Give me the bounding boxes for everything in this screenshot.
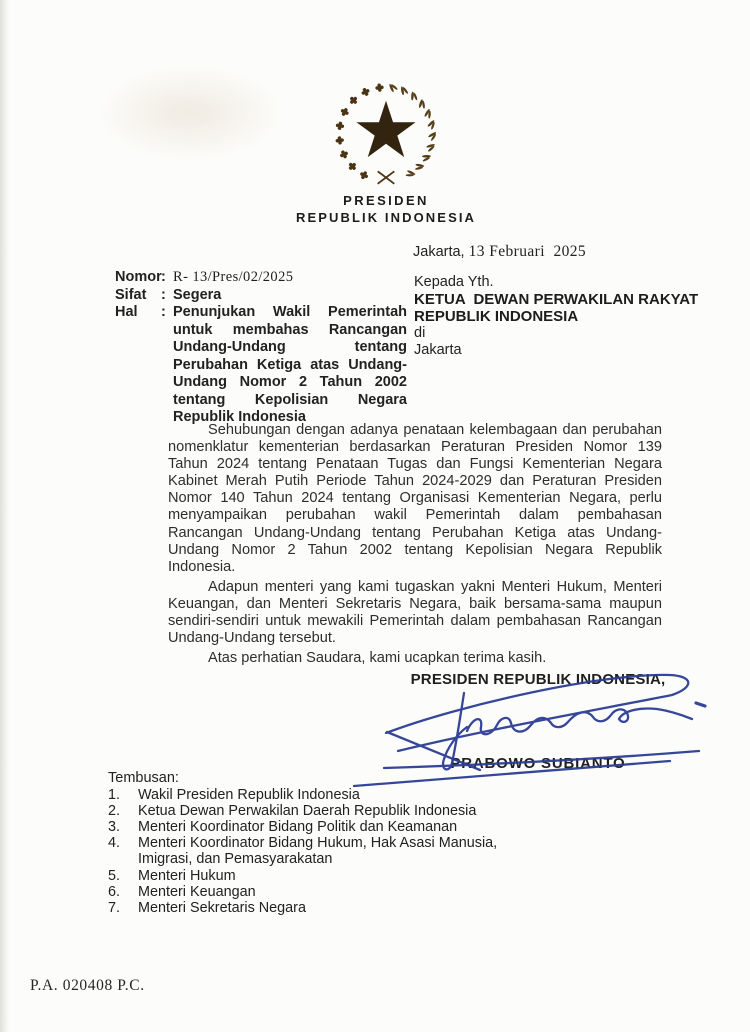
meta-row-sifat — [115, 287, 415, 305]
meta-colon: : — [161, 269, 166, 285]
presidential-star-wreath-icon — [330, 82, 442, 190]
recipient-block — [414, 274, 714, 359]
tembusan-item-text: Ketua Dewan Perwakilan Daerah Republik Indonesia — [138, 802, 477, 819]
body-paragraph-2: Adapun menteri yang kami tugaskan yakni Menteri Hukum, Menteri Keuangan, dan Menteri Sekretaris Negara, baik bersama-sama maupun sendiri-sendiri untuk mewakili Pemerintah dalam pembahasan Rancangan Undang-Undang tersebut. — [168, 578, 662, 647]
date-line — [413, 243, 586, 261]
meta-value-nomor: R- 13/Pres/02/2025 — [173, 269, 294, 285]
tembusan-item-number: 3. — [108, 818, 121, 835]
body-paragraph-1: Sehubungan dengan adanya penataan kelembagaan dan perubahan nomenklatur kementerian berdasarkan Peraturan Presiden Nomor 139 Tahun 2024 tentang Penataan Tugas dan Fungsi Kementerian Negara Kabinet Merah Putih Periode Tahun 2024-2029 dan Peraturan Presiden Nomor 140 Tahun 2024 tentang Organisasi Kementerian Negara, perlu menyampaikan perubahan wakil Pemerintah dalam pembahasan Rancangan Undang-Undang tentang Perubahan Ketiga atas Undang-Undang Nomor 2 Tahun 2002 tentang Kepolisian Negara Republik Indonesia. — [168, 422, 662, 575]
meta-row-nomor — [115, 269, 415, 287]
tembusan-item-number: 5. — [108, 867, 121, 884]
meta-value-sifat: Segera — [173, 286, 222, 303]
tembusan-item — [108, 884, 510, 900]
meta-colon: : — [161, 304, 166, 320]
scan-edge-shadow — [0, 0, 9, 1032]
meta-value-hal: Penunjukan Wakil Pemerintah untuk membahas Rancangan Undang-Undang tentang Perubahan Ketiga atas Undang-Undang Nomor 2 Tahun 2002 tentang Kepolisian Negara Republik Indonesia — [173, 304, 407, 425]
meta-label-hal: Hal — [115, 304, 138, 320]
tembusan-item-text: Wakil Presiden Republik Indonesia — [138, 786, 360, 803]
tembusan-item-text: Menteri Hukum — [138, 867, 236, 884]
date-value: 13 Februari 2025 — [468, 243, 587, 260]
tembusan-item — [108, 819, 510, 835]
letterhead — [268, 82, 504, 225]
meta-label-nomor: Nomor — [115, 269, 162, 285]
letterhead-title-line2: REPUBLIK INDONESIA — [295, 210, 477, 225]
recipient-city: Jakarta — [414, 342, 462, 358]
tembusan-item — [108, 803, 510, 819]
meta-label-sifat: Sifat — [115, 286, 147, 303]
tembusan-item — [108, 787, 510, 803]
letter-meta — [115, 269, 415, 427]
tembusan-item — [108, 868, 510, 884]
tembusan-item — [108, 835, 510, 867]
tembusan-item-text: Menteri Koordinator Bidang Hukum, Hak Asasi Manusia, Imigrasi, dan Pemasyarakatan — [138, 835, 498, 868]
meta-row-hal — [115, 304, 415, 427]
recipient-name-line1: KETUA DEWAN PERWAKILAN RAKYAT — [414, 291, 699, 308]
tembusan-item-text: Menteri Sekretaris Negara — [138, 899, 306, 916]
tembusan-item-text: Menteri Keuangan — [138, 883, 256, 900]
body-paragraph-3: Atas perhatian Saudara, kami ucapkan terima kasih. — [208, 650, 547, 667]
tembusan-heading: Tembusan: — [108, 770, 179, 786]
tembusan-item-number: 6. — [108, 883, 121, 900]
tembusan-item-text: Menteri Koordinator Bidang Politik dan Keamanan — [138, 818, 458, 835]
recipient-salutation: Kepada Yth. — [414, 274, 494, 290]
tembusan-item-number: 1. — [108, 786, 121, 803]
letterhead-title-line1: PRESIDEN — [343, 193, 429, 208]
recipient-name-line2: REPUBLIK INDONESIA — [414, 308, 579, 325]
tembusan-block — [108, 770, 510, 916]
tembusan-item — [108, 900, 510, 916]
recipient-at: di — [414, 325, 426, 341]
signer-name: PRABOWO SUBIANTO — [450, 755, 626, 772]
tembusan-item-number: 4. — [108, 835, 121, 852]
letter-body — [168, 422, 662, 670]
footer-code: P.A. 020408 P.C. — [30, 977, 145, 994]
tembusan-item-number: 7. — [108, 899, 121, 916]
date-city: Jakarta, — [413, 244, 465, 260]
tembusan-item-number: 2. — [108, 802, 121, 819]
meta-colon: : — [161, 286, 166, 303]
signoff-title: PRESIDEN REPUBLIK INDONESIA, — [410, 671, 666, 688]
